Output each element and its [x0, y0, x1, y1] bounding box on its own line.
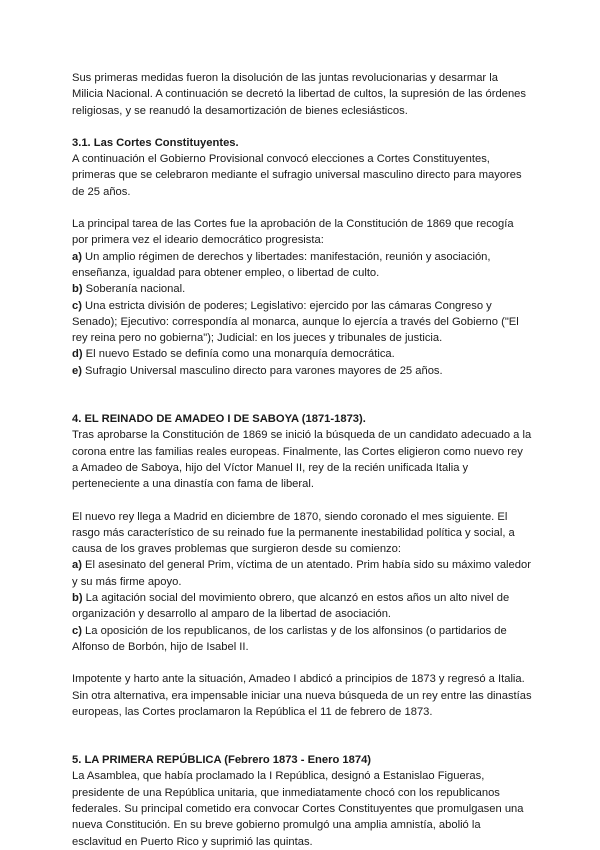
list-item-text: Soberanía nacional. — [82, 283, 186, 296]
list-item-letter: b) — [72, 592, 83, 605]
list-item-letter: c) — [72, 624, 82, 637]
list-item-text: Sufragio Universal masculino directo para varones mayores de 25 años. — [81, 364, 443, 377]
cortes-paragraph-2: La principal tarea de las Cortes fue la aprobación de la Constitución de 1869 que recogía por primera vez el ideario democrático progresista: — [72, 218, 514, 247]
list-item — [72, 557, 532, 590]
list-item — [72, 590, 532, 623]
list-item-text: La oposición de los republicanos, de los carlistas y de los alfonsinos (o partidarios de Alfonso de Borbón, hijo de Isabel II. — [72, 624, 507, 653]
list-item — [72, 363, 532, 379]
heading-reinado-amadeo: 4. EL REINADO DE AMADEO I DE SABOYA (1871-1873). — [72, 413, 366, 426]
list-item-text: El asesinato del general Prim, víctima de un atentado. Prim había sido su máximo valedor y su más firme apoyo. — [72, 559, 531, 588]
republica-paragraph-1: La Asamblea, que había proclamado la I República, designó a Estanislao Figueras, presidente de una República unitaria, que inmediatamente chocó con los republicanos federales. Su principal cometido era convocar Cortes Constituyentes que promulgasen una nueva Constitución. En su breve gobierno promulgó una amplia amnistía, abolió la esclavitud en Puerto Rico y suprimió las quintas. — [72, 770, 524, 848]
heading-primera-republica: 5. LA PRIMERA REPÚBLICA (Febrero 1873 - Enero 1874) — [72, 754, 372, 767]
amadeo-paragraph-3: Impotente y harto ante la situación, Amadeo I abdicó a principios de 1873 y regresó a Italia. Sin otra alternativa, era impensable iniciar una nueva búsqueda de un rey entre las dinastías europeas, las Cortes proclamaron la República el 11 de febrero de 1873. — [72, 673, 532, 718]
amadeo-paragraph-2: El nuevo rey llega a Madrid en diciembre de 1870, siendo coronado el mes siguiente. El rasgo más característico de su reinado fue la permanente inestabilidad política y social, a causa de los graves problemas que surgieron desde su comienzo: — [72, 510, 515, 556]
list-item-letter: c) — [72, 299, 82, 312]
intro-paragraph: Sus primeras medidas fueron la disolución de las juntas revolucionarias y desarmar la Milicia Nacional. A continuación se decretó la libertad de cultos, la supresión de las órdenes religiosas, y se reanudó la desamortización de bienes eclesiásticos. — [72, 72, 526, 117]
list-item-text: Un amplio régimen de derechos y libertades: manifestación, reunión y asociación, enseñanza, igualdad para obtener empleo, o libertad de culto. — [72, 250, 491, 279]
list-item — [72, 281, 532, 297]
list-item-letter: d) — [72, 348, 83, 361]
heading-cortes-constituyentes: 3.1. Las Cortes Constituyentes. — [72, 136, 239, 149]
list-item-text: El nuevo Estado se definía como una monarquía democrática. — [82, 348, 395, 361]
cortes-paragraph-1: A continuación el Gobierno Provisional convocó elecciones a Cortes Constituyentes, primeras que se celebraron mediante el sufragio universal masculino directo para mayores de 25 años. — [72, 153, 522, 198]
document-body — [72, 70, 532, 850]
constitution-list — [72, 249, 532, 379]
list-item — [72, 346, 532, 362]
list-item-text: Una estricta división de poderes; Legislativo: ejercido por las cámaras Congreso y Senado); Ejecutivo: correspondía al monarca, aunque lo ejercía a través del Gobierno ("El rey reina pero no gobierna"); Judicial: en los jueces y tribunales de justicia. — [72, 299, 519, 345]
list-item-text: La agitación social del movimiento obrero, que alcanzó en estos años un alto nivel de organización y desarrollo al amparo de la libertad de asociación. — [72, 592, 510, 621]
amadeo-paragraph-1: Tras aprobarse la Constitución de 1869 se inició la búsqueda de un candidato adecuado a la corona entre las familias reales europeas. Finalmente, las Cortes eligieron como nuevo rey a Amadeo de Saboya, hijo del Víctor Manuel II, rey de la recién unificada Italia y perteneciente a una dinastía con fama de liberal. — [72, 429, 532, 491]
list-item-letter: a) — [72, 250, 82, 263]
list-item — [72, 298, 532, 347]
list-item-letter: e) — [72, 364, 82, 377]
problems-list — [72, 557, 532, 655]
list-item-letter: b) — [72, 283, 83, 296]
list-item — [72, 623, 532, 656]
list-item — [72, 249, 532, 282]
list-item-letter: a) — [72, 559, 82, 572]
